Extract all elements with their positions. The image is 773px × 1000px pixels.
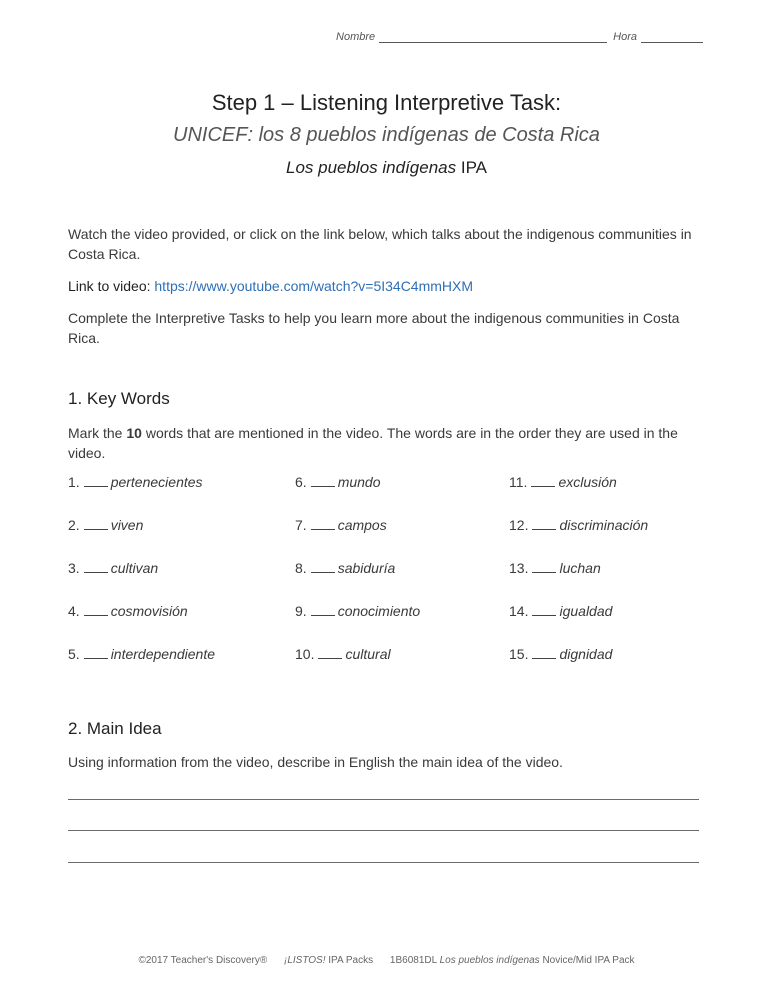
word-item — [295, 646, 420, 689]
word-number: 7. — [295, 517, 307, 533]
word-checkbox-blank[interactable] — [311, 603, 335, 616]
footer-product-italic: Los pueblos indígenas — [439, 955, 540, 966]
word-number: 1. — [68, 474, 80, 490]
word-text: viven — [110, 517, 144, 533]
word-item — [68, 474, 215, 517]
word-checkbox-blank[interactable] — [84, 560, 108, 573]
hour-blank[interactable] — [641, 31, 703, 43]
word-checkbox-blank[interactable] — [532, 646, 556, 659]
word-checkbox-blank[interactable] — [311, 517, 335, 530]
word-text: conocimiento — [337, 603, 421, 619]
word-item — [509, 603, 648, 646]
instruction-count: 10 — [126, 425, 142, 441]
word-item — [68, 603, 215, 646]
intro-paragraph-1: Watch the video provided, or click on the link below, which talks about the indigenous communities in Costa Rica. — [68, 226, 692, 262]
footer-product — [390, 955, 635, 966]
word-number: 5. — [68, 646, 80, 662]
word-item — [509, 474, 648, 517]
word-text: campos — [337, 517, 387, 533]
footer-brand-italic: ¡LISTOS! — [284, 955, 326, 966]
word-text: luchan — [559, 560, 601, 576]
word-number: 14. — [509, 603, 529, 619]
word-number: 2. — [68, 517, 80, 533]
answer-line-3[interactable] — [68, 862, 699, 863]
word-item — [68, 646, 215, 689]
word-item — [509, 560, 648, 603]
link-label: Link to video: — [68, 278, 151, 294]
word-item — [68, 560, 215, 603]
intro-paragraph-2: Complete the Interpretive Tasks to help you learn more about the indigenous communities in Costa Rica. — [68, 310, 680, 346]
word-number: 3. — [68, 560, 80, 576]
word-checkbox-blank[interactable] — [532, 603, 556, 616]
word-number: 6. — [295, 474, 307, 490]
word-item — [295, 560, 420, 603]
footer-product-rest: Novice/Mid IPA Pack — [542, 955, 635, 966]
video-link[interactable]: https://www.youtube.com/watch?v=5I34C4mmHXM — [154, 278, 474, 294]
word-item — [509, 646, 648, 689]
section-heading-key-words: 1. Key Words — [68, 389, 170, 408]
word-item — [509, 517, 648, 560]
word-checkbox-blank[interactable] — [84, 474, 108, 487]
word-checkbox-blank[interactable] — [311, 560, 335, 573]
word-number: 15. — [509, 646, 529, 662]
word-text: cultivan — [110, 560, 159, 576]
instruction-before: Mark the — [68, 425, 123, 441]
word-number: 9. — [295, 603, 307, 619]
word-checkbox-blank[interactable] — [84, 517, 108, 530]
word-column-1 — [68, 474, 215, 689]
page-subtitle-ipa — [0, 158, 773, 178]
word-text: mundo — [337, 474, 381, 490]
word-item — [295, 603, 420, 646]
footer-product-code: 1B6081DL — [389, 955, 437, 966]
footer-copyright: ©2017 Teacher's Discovery® — [138, 955, 268, 966]
word-text: igualdad — [559, 603, 613, 619]
word-column-3 — [509, 474, 648, 689]
page-subtitle: UNICEF: los 8 pueblos indígenas de Costa Rica — [173, 124, 600, 146]
word-number: 4. — [68, 603, 80, 619]
word-checkbox-blank[interactable] — [531, 474, 555, 487]
page-title: Step 1 – Listening Interpretive Task: — [211, 90, 562, 115]
footer-brand-rest: IPA Packs — [328, 955, 374, 966]
word-number: 12. — [509, 517, 529, 533]
instruction-after: words that are mentioned in the video. The words are in the order they are used in the video. — [68, 425, 678, 461]
word-text: interdependiente — [110, 646, 215, 662]
word-text: cultural — [345, 646, 391, 662]
word-text: dignidad — [559, 646, 613, 662]
key-words-instruction — [68, 423, 708, 463]
name-hour-header — [336, 31, 703, 43]
word-item — [68, 517, 215, 560]
answer-line-2[interactable] — [68, 830, 699, 831]
main-idea-instruction: Using information from the video, describe in English the main idea of the video. — [68, 754, 563, 770]
word-text: cosmovisión — [110, 603, 188, 619]
word-item — [295, 517, 420, 560]
subtitle-italic: Los pueblos indígenas — [285, 158, 457, 177]
name-blank[interactable] — [379, 31, 607, 43]
word-text: exclusión — [558, 474, 617, 490]
word-text: pertenecientes — [110, 474, 203, 490]
name-label: Nombre — [336, 31, 376, 43]
word-item — [295, 474, 420, 517]
video-link-line — [68, 276, 708, 296]
word-column-2 — [295, 474, 420, 689]
word-checkbox-blank[interactable] — [84, 603, 108, 616]
footer-brand — [284, 955, 373, 966]
section-heading-main-idea: 2. Main Idea — [68, 719, 162, 738]
word-text: discriminación — [559, 517, 649, 533]
word-number: 10. — [295, 646, 315, 662]
word-checkbox-blank[interactable] — [311, 474, 335, 487]
subtitle-rest: IPA — [460, 158, 487, 177]
answer-line-1[interactable] — [68, 799, 699, 800]
page-footer — [0, 955, 773, 966]
word-checkbox-blank[interactable] — [532, 517, 556, 530]
word-checkbox-blank[interactable] — [318, 646, 342, 659]
hour-label: Hora — [613, 31, 637, 43]
word-number: 13. — [509, 560, 529, 576]
word-number: 8. — [295, 560, 307, 576]
word-checkbox-blank[interactable] — [532, 560, 556, 573]
word-checkbox-blank[interactable] — [84, 646, 108, 659]
word-number: 11. — [509, 474, 528, 490]
word-text: sabiduría — [337, 560, 396, 576]
